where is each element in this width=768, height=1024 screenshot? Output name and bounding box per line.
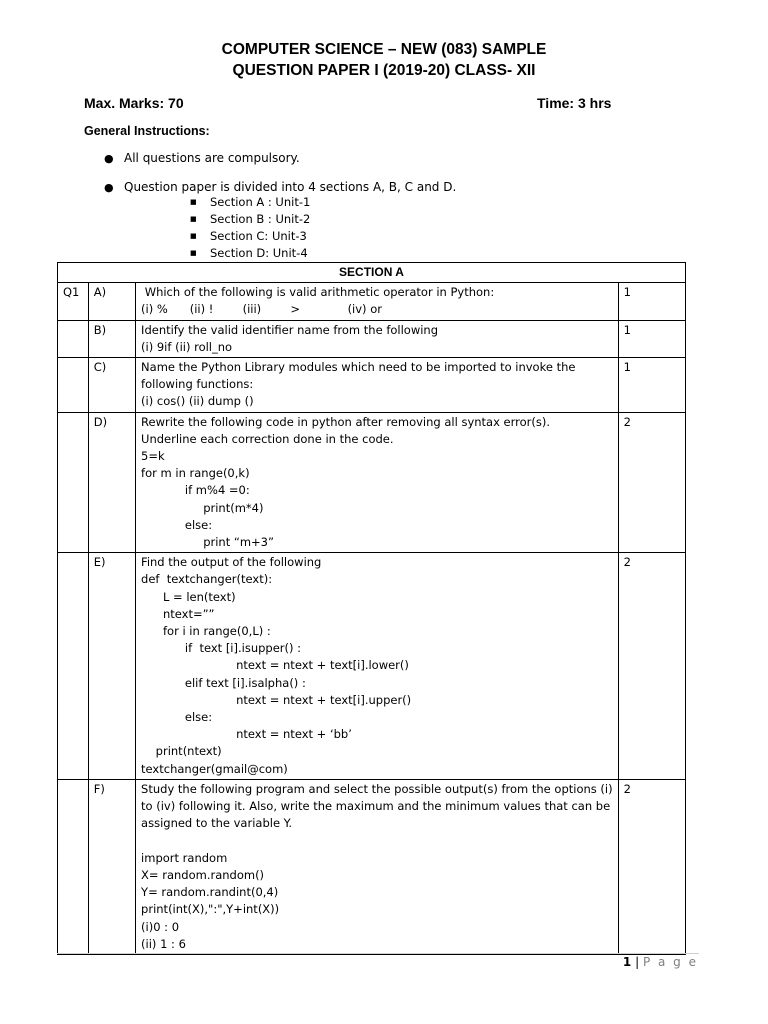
page-separator: | — [631, 955, 643, 969]
question-part-label: B) — [88, 320, 135, 357]
page-footer — [623, 955, 698, 969]
question-part-label: F) — [88, 779, 135, 954]
section-text: Section A : Unit-1 — [210, 195, 311, 209]
question-line: Y= random.randint(0,4) — [141, 885, 279, 900]
question-line: if text [i].isupper() : — [141, 641, 302, 656]
question-text-cell — [136, 412, 619, 553]
question-text-cell — [136, 553, 619, 780]
question-table — [57, 262, 686, 955]
question-line: (ii) 1 : 6 — [141, 936, 186, 951]
question-row — [58, 358, 686, 413]
question-line: if m%4 =0: — [141, 483, 250, 498]
question-number-cell — [58, 358, 89, 413]
question-number-cell — [58, 412, 89, 553]
question-line: def textchanger(text): — [141, 572, 273, 587]
question-number-cell — [58, 320, 89, 357]
question-line: Study the following program and select the possible output(s) from the options (i) — [141, 781, 613, 796]
section-header-row — [58, 263, 686, 283]
question-line: ntext = ntext + text[i].lower() — [141, 658, 409, 673]
marks-cell: 2 — [618, 412, 685, 553]
question-line: print(ntext) — [141, 744, 222, 759]
instructions-heading: General Instructions: — [84, 124, 210, 138]
question-line: else: — [141, 710, 213, 725]
question-text-cell — [136, 358, 619, 413]
time-allowed: Time: 3 hrs — [537, 95, 612, 111]
square-bullet-icon: ■ — [190, 249, 197, 257]
instruction-item — [104, 151, 300, 165]
instruction-text: All questions are compulsory. — [124, 151, 300, 165]
marks-cell: 1 — [618, 320, 685, 357]
section-item — [190, 229, 307, 243]
section-text: Section D: Unit-4 — [210, 246, 308, 260]
title-line-2: QUESTION PAPER I (2019-20) CLASS- XII — [232, 62, 536, 79]
question-part-label: D) — [88, 412, 135, 553]
question-row — [58, 320, 686, 357]
max-marks: Max. Marks: 70 — [84, 95, 184, 111]
question-number-cell — [58, 553, 89, 780]
section-item — [190, 246, 308, 260]
question-line: Which of the following is valid arithmetic operator in Python: — [141, 285, 495, 300]
section-item — [190, 195, 310, 209]
question-line: print “m+3” — [141, 535, 274, 550]
question-line: Rewrite the following code in python after removing all syntax error(s). — [141, 414, 551, 429]
question-line: (i) 9if (ii) roll_no — [141, 339, 233, 354]
question-part-label: A) — [88, 283, 135, 320]
question-part-label: C) — [88, 358, 135, 413]
question-line: (i) cos() (ii) dump () — [141, 394, 254, 409]
question-row — [58, 553, 686, 780]
question-line: to (iv) following it. Also, write the maximum and the minimum values that can be — [141, 799, 611, 814]
square-bullet-icon: ■ — [190, 198, 197, 206]
question-line: for i in range(0,L) : — [141, 624, 271, 639]
question-line: elif text [i].isalpha() : — [141, 675, 306, 690]
question-line: assigned to the variable Y. — [141, 816, 293, 831]
square-bullet-icon: ■ — [190, 215, 197, 223]
page-word: P a g e — [642, 955, 698, 969]
question-line: print(int(X),":",Y+int(X)) — [141, 902, 280, 917]
question-text-cell — [136, 320, 619, 357]
question-number-cell: Q1 — [58, 283, 89, 320]
question-number-cell — [58, 779, 89, 954]
question-row — [58, 283, 686, 320]
marks-cell: 2 — [618, 553, 685, 780]
title-line-1: COMPUTER SCIENCE – NEW (083) SAMPLE — [221, 41, 547, 58]
question-row — [58, 412, 686, 553]
instruction-text: Question paper is divided into 4 sections A, B, C and D. — [124, 180, 457, 194]
section-title: SECTION A — [58, 263, 686, 283]
question-text-cell — [136, 779, 619, 954]
footer-divider — [57, 953, 699, 954]
page-number: 1 — [622, 955, 632, 969]
question-line: L = len(text) — [141, 589, 236, 604]
question-line: X= random.random() — [141, 867, 265, 882]
question-line: else: — [141, 517, 213, 532]
question-line: for m in range(0,k) — [141, 466, 250, 481]
question-line: ntext = ntext + text[i].upper() — [141, 692, 412, 707]
question-text-cell — [136, 283, 619, 320]
marks-cell: 1 — [618, 358, 685, 413]
section-text: Section B : Unit-2 — [210, 212, 311, 226]
question-line: (i) % (ii) ! (iii) > (iv) or — [141, 302, 382, 317]
question-line: textchanger(gmail@com) — [141, 761, 288, 776]
question-line: import random — [141, 850, 228, 865]
square-bullet-icon: ■ — [190, 232, 197, 240]
marks-cell: 2 — [618, 779, 685, 954]
question-line: ntext = ntext + ‘bb’ — [141, 727, 352, 742]
question-line: print(m*4) — [141, 500, 264, 515]
question-line — [141, 833, 613, 850]
section-item — [190, 212, 310, 226]
bullet-icon: ● — [104, 181, 114, 194]
question-line: Identify the valid identifier name from the following — [141, 322, 439, 337]
instruction-item — [104, 180, 456, 194]
question-line: ntext=”” — [141, 606, 215, 621]
question-line: 5=k — [141, 449, 165, 464]
question-part-label: E) — [88, 553, 135, 780]
question-line: Name the Python Library modules which need to be imported to invoke the — [141, 360, 576, 375]
marks-cell: 1 — [618, 283, 685, 320]
question-line: Underline each correction done in the code. — [141, 431, 394, 446]
bullet-icon: ● — [104, 152, 114, 165]
question-row — [58, 779, 686, 954]
section-text: Section C: Unit-3 — [210, 229, 307, 243]
question-line: Find the output of the following — [141, 555, 322, 570]
question-line: following functions: — [141, 377, 254, 392]
question-line: (i)0 : 0 — [141, 919, 180, 934]
